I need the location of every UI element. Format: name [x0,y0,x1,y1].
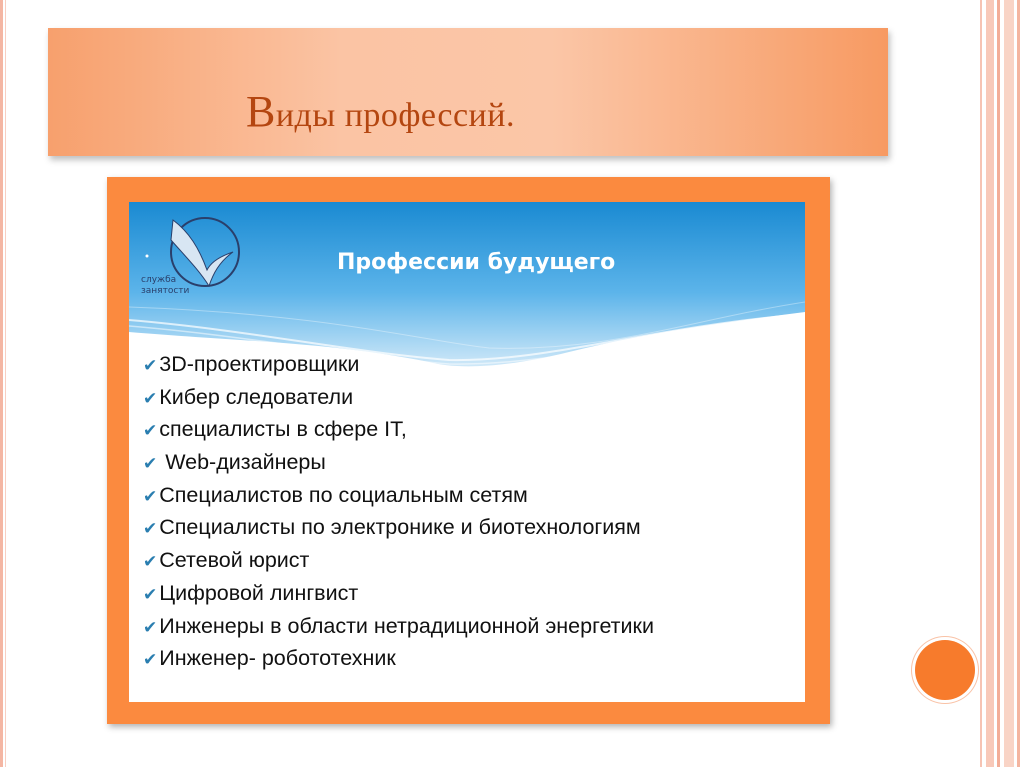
list-item-label: Инженер- робототехник [159,646,396,671]
list-item [143,479,654,512]
employment-service-logo-icon [137,210,257,320]
title-word-1: иды [275,97,345,134]
right-decor-stripe [986,0,994,767]
list-item-label: Кибер следователи [159,384,354,409]
list-item-label: специалисты в сфере IT, [159,417,407,442]
checkmark-icon: ✔ [143,454,158,474]
left-border-line [0,0,3,767]
list-item [143,610,654,643]
right-decor-stripe [1017,0,1020,767]
right-decor-stripe [1004,0,1014,767]
checkmark-icon: ✔ [143,617,158,637]
page-title [246,86,515,137]
logo-caption-line-2: занятости [141,286,190,296]
list-item [143,577,654,610]
checkmark-icon: ✔ [143,356,158,375]
title-initial: В [246,87,276,136]
list-item-label: Специалисты по электронике и биотехнологиям [159,515,641,540]
embedded-slide-frame [107,177,830,724]
list-item-label: 3D-проектировщики [159,352,360,376]
checkmark-icon: ✔ [143,552,158,572]
checkmark-icon: ✔ [143,421,158,441]
checkmark-icon: ✔ [143,486,158,506]
list-item-label: Сетевой юрист [159,548,310,573]
list-item [143,381,654,414]
checkmark-icon: ✔ [143,584,158,604]
checkmark-icon: ✔ [143,388,158,408]
list-item-label: Инженеры в области нетрадиционной энергетики [159,613,654,638]
slide-heading: Профессии будущего [337,250,616,275]
list-item [143,413,654,446]
list-item-label: Web-дизайнеры [159,450,326,475]
list-item-label: Цифровой лингвист [159,580,359,605]
list-item [143,544,654,577]
list-item [143,642,654,675]
list-item-label: Специалистов по социальным сетям [159,482,528,507]
professions-list [143,348,654,675]
list-item [143,511,654,544]
embedded-slide [129,202,805,702]
checkmark-icon: ✔ [143,650,158,670]
checkmark-icon: ✔ [143,519,158,539]
decorative-orange-circle [915,640,975,700]
right-decor-stripe [997,0,1000,767]
logo-caption-line-1: служба [141,275,177,285]
list-item [143,446,654,479]
logo-caption [141,275,211,297]
list-item [143,348,654,381]
left-border-line-inner [5,0,6,767]
title-word-2: профессий. [344,97,515,134]
right-decor-stripe [980,0,982,767]
